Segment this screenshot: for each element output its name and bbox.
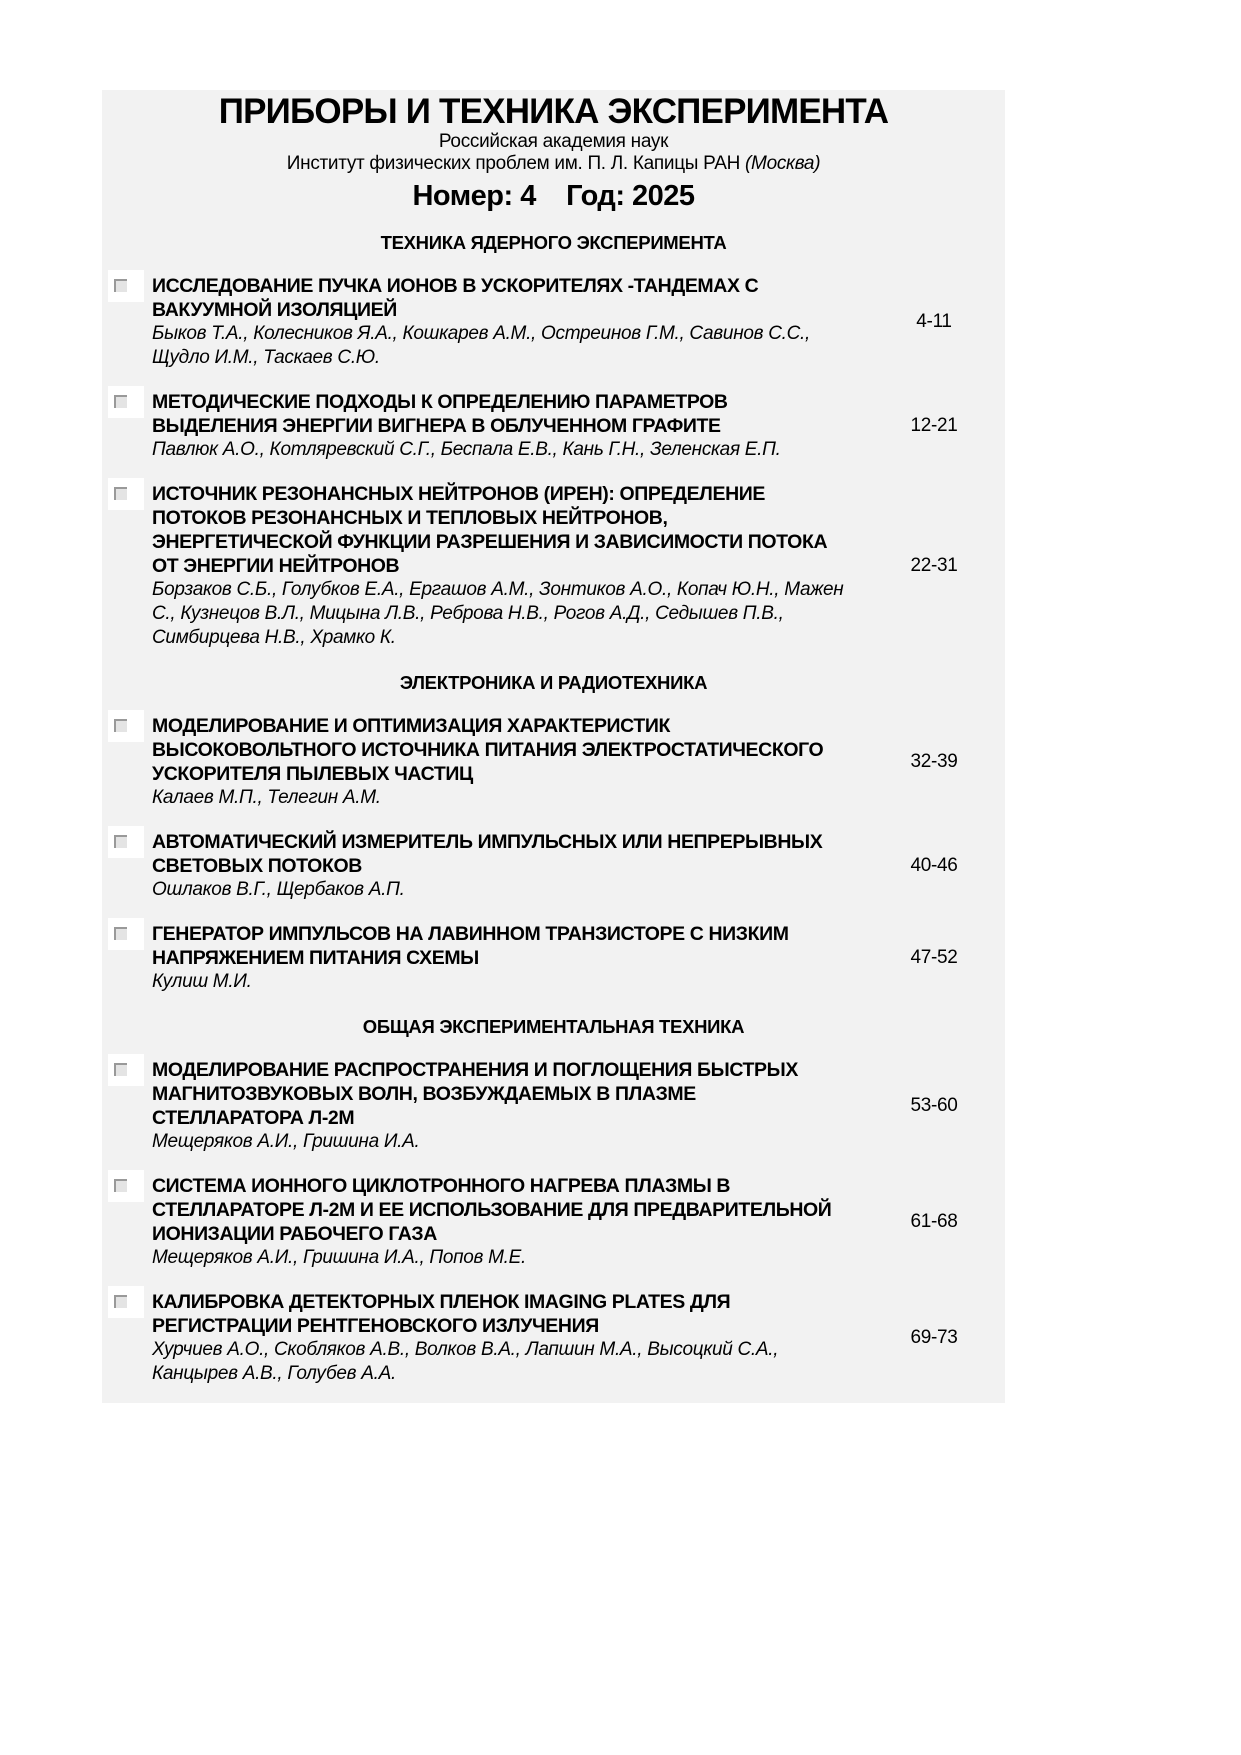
article-checkbox[interactable] [108, 386, 144, 418]
article-pages: 47-52 [910, 947, 958, 968]
article-pages: 53-60 [910, 1095, 958, 1116]
article-authors: Кулиш М.И. [152, 971, 252, 992]
article-authors: Ошлаков В.Г., Щербаков А.П. [152, 879, 405, 900]
article-pages: 4-11 [916, 311, 952, 332]
journal-title: ПРИБОРЫ И ТЕХНИКА ЭКСПЕРИМЕНТА [218, 92, 889, 131]
article-checkbox[interactable] [108, 478, 144, 510]
article-text [152, 1290, 852, 1386]
checkbox-icon [114, 1063, 127, 1076]
city: (Москва) [745, 153, 821, 174]
institute: Институт физических проблем им. П. Л. Капицы РАН [286, 153, 741, 174]
article-entry [102, 1174, 1005, 1270]
article-checkbox[interactable] [108, 826, 144, 858]
article-pages: 12-21 [910, 415, 958, 436]
article-entry [102, 830, 1005, 902]
checkbox-icon [114, 1295, 127, 1308]
article-entry [102, 1290, 1005, 1386]
article-text [152, 922, 852, 994]
article-entry [102, 1058, 1005, 1154]
article-authors: Павлюк А.О., Котляревский С.Г., Беспала Е.В., Кань Г.Н., Зеленская Е.П. [152, 439, 781, 460]
article-text [152, 274, 852, 370]
article-checkbox[interactable] [108, 1170, 144, 1202]
article-title[interactable]: ИСТОЧНИК РЕЗОНАНСНЫХ НЕЙТРОНОВ (ИРЕН): ОПРЕДЕЛЕНИЕ ПОТОКОВ РЕЗОНАНСНЫХ И ТЕПЛОВЫХ НЕЙТРОНОВ, ЭНЕРГЕТИЧЕСКОЙ ФУНКЦИИ РАЗРЕШЕНИЯ И ЗАВИСИМОСТИ ПОТОКА ОТ ЭНЕРГИИ НЕЙТРОНОВ [152, 483, 828, 577]
article-text [152, 1174, 852, 1270]
article-text [152, 482, 852, 650]
article-checkbox[interactable] [108, 918, 144, 950]
issue-year: Год: 2025 [566, 180, 695, 212]
article-title[interactable]: ИССЛЕДОВАНИЕ ПУЧКА ИОНОВ В УСКОРИТЕЛЯХ -ТАНДЕМАХ С ВАКУУМНОЙ ИЗОЛЯЦИЕЙ [152, 275, 759, 321]
checkbox-icon [114, 395, 127, 408]
article-authors: Мещеряков А.И., Гришина И.А., Попов М.Е. [152, 1247, 527, 1268]
article-pages: 61-68 [910, 1211, 958, 1232]
article-checkbox[interactable] [108, 1286, 144, 1318]
section-heading: ЭЛЕКТРОНИКА И РАДИОТЕХНИКА [399, 672, 708, 693]
article-title[interactable]: КАЛИБРОВКА ДЕТЕКТОРНЫХ ПЛЕНОК IMAGING PLATES ДЛЯ РЕГИСТРАЦИИ РЕНТГЕНОВСКОГО ИЗЛУЧЕНИЯ [152, 1291, 731, 1337]
article-entry [102, 922, 1005, 994]
publisher: Российская академия наук [438, 131, 669, 152]
article-checkbox[interactable] [108, 710, 144, 742]
article-title[interactable]: МЕТОДИЧЕСКИЕ ПОДХОДЫ К ОПРЕДЕЛЕНИЮ ПАРАМЕТРОВ ВЫДЕЛЕНИЯ ЭНЕРГИИ ВИГНЕРА В ОБЛУЧЕННОМ ГРАФИТЕ [152, 391, 728, 437]
article-title[interactable]: АВТОМАТИЧЕСКИЙ ИЗМЕРИТЕЛЬ ИМПУЛЬСНЫХ ИЛИ НЕПРЕРЫВНЫХ СВЕТОВЫХ ПОТОКОВ [152, 831, 823, 877]
article-entry [102, 274, 1005, 370]
article-checkbox[interactable] [108, 1054, 144, 1086]
article-checkbox[interactable] [108, 270, 144, 302]
section-heading: ТЕХНИКА ЯДЕРНОГО ЭКСПЕРИМЕНТА [380, 232, 727, 253]
issue-line [102, 179, 1005, 213]
article-text [152, 714, 852, 810]
article-title[interactable]: МОДЕЛИРОВАНИЕ РАСПРОСТРАНЕНИЯ И ПОГЛОЩЕНИЯ БЫСТРЫХ МАГНИТОЗВУКОВЫХ ВОЛН, ВОЗБУЖДАЕМЫХ В ПЛАЗМЕ СТЕЛЛАРАТОРА Л-2М [152, 1059, 798, 1129]
checkbox-icon [114, 279, 127, 292]
article-entry [102, 390, 1005, 462]
article-pages: 69-73 [910, 1327, 958, 1348]
article-pages: 32-39 [910, 751, 958, 772]
article-authors: Хурчиев А.О., Скобляков А.В., Волков В.А., Лапшин М.А., Высоцкий С.А., Канцырев А.В., Голубев А.А. [152, 1339, 779, 1384]
article-authors: Быков Т.А., Колесников Я.А., Кошкарев А.М., Остреинов Г.М., Савинов С.С., Щудло И.М., Таскаев С.Ю. [152, 323, 810, 368]
article-pages: 40-46 [910, 855, 958, 876]
issue-number: Номер: 4 [412, 180, 536, 212]
article-authors: Калаев М.П., Телегин А.М. [152, 787, 381, 808]
table-of-contents [102, 228, 1005, 1406]
checkbox-icon [114, 719, 127, 732]
article-pages: 22-31 [910, 555, 958, 576]
article-authors: Мещеряков А.И., Гришина И.А. [152, 1131, 420, 1152]
institute-line [102, 153, 1005, 175]
article-title[interactable]: МОДЕЛИРОВАНИЕ И ОПТИМИЗАЦИЯ ХАРАКТЕРИСТИК ВЫСОКОВОЛЬТНОГО ИСТОЧНИКА ПИТАНИЯ ЭЛЕКТРОСТАТИЧЕСКОГО УСКОРИТЕЛЯ ПЫЛЕВЫХ ЧАСТИЦ [152, 715, 824, 785]
article-text [152, 1058, 852, 1154]
article-text [152, 830, 852, 902]
checkbox-icon [114, 487, 127, 500]
section-heading: ОБЩАЯ ЭКСПЕРИМЕНТАЛЬНАЯ ТЕХНИКА [362, 1016, 745, 1037]
article-text [152, 390, 852, 462]
article-entry [102, 482, 1005, 650]
article-title[interactable]: СИСТЕМА ИОННОГО ЦИКЛОТРОННОГО НАГРЕВА ПЛАЗМЫ В СТЕЛЛАРАТОРЕ Л-2М И ЕЕ ИСПОЛЬЗОВАНИЕ ДЛЯ ПРЕДВАРИТЕЛЬНОЙ ИОНИЗАЦИИ РАБОЧЕГО ГАЗА [152, 1175, 832, 1245]
checkbox-icon [114, 927, 127, 940]
article-authors: Борзаков С.Б., Голубков Е.А., Ергашов А.М., Зонтиков А.О., Копач Ю.Н., Мажен С., Кузнецов В.Л., Мицына Л.В., Реброва Н.В., Рогов А.Д., Седышев П.В., Симбирцева Н.В., Храмко К. [152, 579, 844, 648]
article-entry [102, 714, 1005, 810]
checkbox-icon [114, 835, 127, 848]
checkbox-icon [114, 1179, 127, 1192]
article-title[interactable]: ГЕНЕРАТОР ИМПУЛЬСОВ НА ЛАВИННОМ ТРАНЗИСТОРЕ С НИЗКИМ НАПРЯЖЕНИЕМ ПИТАНИЯ СХЕМЫ [152, 923, 789, 969]
